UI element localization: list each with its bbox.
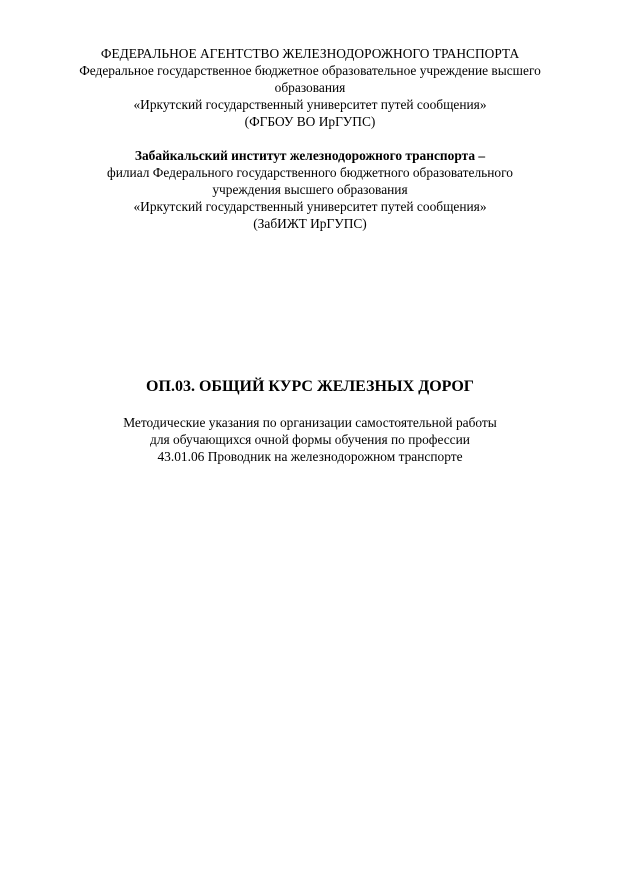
university-type-line-1: Федеральное государственное бюджетное образовательное учреждение высшего — [79, 63, 541, 78]
document-title: ОП.03. ОБЩИЙ КУРС ЖЕЛЕЗНЫХ ДОРОГ — [146, 378, 474, 395]
university-type-line-2: образования — [274, 80, 346, 95]
branch-line-1: филиал Федерального государственного бюджетного образовательного — [107, 165, 513, 180]
branch-line-2: учреждения высшего образования — [212, 182, 408, 197]
branch-name: Забайкальский институт железнодорожного транспорта – — [134, 148, 486, 163]
university-name: «Иркутский государственный университет путей сообщения» — [133, 97, 487, 112]
university-abbreviation: (ФГБОУ ВО ИрГУПС) — [244, 114, 376, 129]
branch-header — [0, 147, 620, 232]
description-line-3: 43.01.06 Проводник на железнодорожном транспорте — [157, 449, 463, 464]
agency-name: ФЕДЕРАЛЬНОЕ АГЕНТСТВО ЖЕЛЕЗНОДОРОЖНОГО ТРАНСПОРТА — [100, 46, 520, 61]
agency-header — [0, 45, 620, 130]
branch-abbreviation: (ЗабИЖТ ИрГУПС) — [253, 216, 367, 231]
description-line-2: для обучающихся очной формы обучения по профессии — [150, 432, 470, 447]
document-description — [0, 414, 620, 465]
description-line-1: Методические указания по организации самостоятельной работы — [123, 415, 497, 430]
document-title-block — [0, 377, 620, 397]
branch-line-3: «Иркутский государственный университет путей сообщения» — [133, 199, 487, 214]
